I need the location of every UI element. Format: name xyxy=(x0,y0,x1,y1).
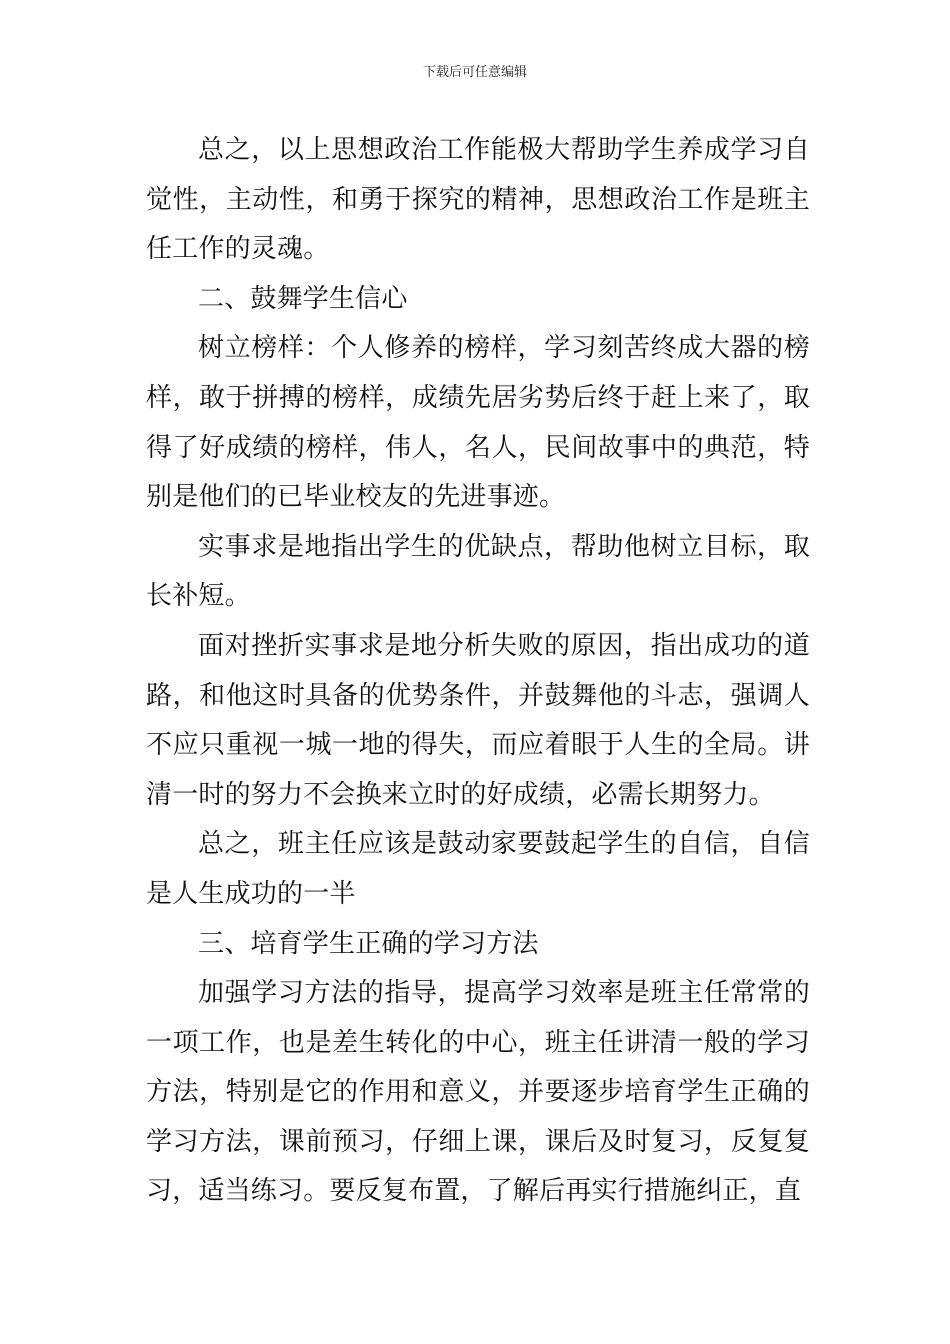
paragraph-facing-setbacks: 面对挫折实事求是地分析失败的原因，指出成功的道路，和他这时具备的优势条件，并鼓舞他的斗志，强调人不应只重视一城一地的得失，而应着眼于人生的全局。讲清一时的努力不会换来立时的好成绩，必需长期努力。 xyxy=(146,630,810,810)
section-heading-encourage-confidence: 二、鼓舞学生信心 xyxy=(198,283,408,314)
paragraph-strengths-weaknesses: 实事求是地指出学生的优缺点，帮助他树立目标，取长补短。 xyxy=(146,531,810,612)
header-note: 下载后可任意编辑 xyxy=(422,65,527,80)
paragraph-study-method-guidance: 加强学习方法的指导，提高学习效率是班主任常常的一项工作，也是差生转化的中心，班主任讲清一般的学习方法，特别是它的作用和意义，并要逐步培育学生正确的学习方法，课前预习，仔细上课，课后及时复习，反复复习，适当练习。要反复布置，了解后再实行措施纠正，直 xyxy=(146,978,810,1207)
section-heading-study-methods: 三、培育学生正确的学习方法 xyxy=(198,928,539,959)
paragraph-role-models: 树立榜样：个人修养的榜样，学习刻苦终成大器的榜样，敢于拼搏的榜样，成绩先居劣势后终于赶上来了，取得了好成绩的榜样，伟人，名人，民间故事中的典范，特别是他们的已毕业校友的先进事迹。 xyxy=(146,333,810,513)
paragraph-summary-confidence: 总之，班主任应该是鼓动家要鼓起学生的自信，自信是人生成功的一半 xyxy=(146,829,810,909)
document-body xyxy=(146,126,810,1217)
paragraph-summary-political-work: 总之，以上思想政治工作能极大帮助学生养成学习自觉性，主动性，和勇于探究的精神，思想政治工作是班主任工作的灵魂。 xyxy=(146,135,810,265)
